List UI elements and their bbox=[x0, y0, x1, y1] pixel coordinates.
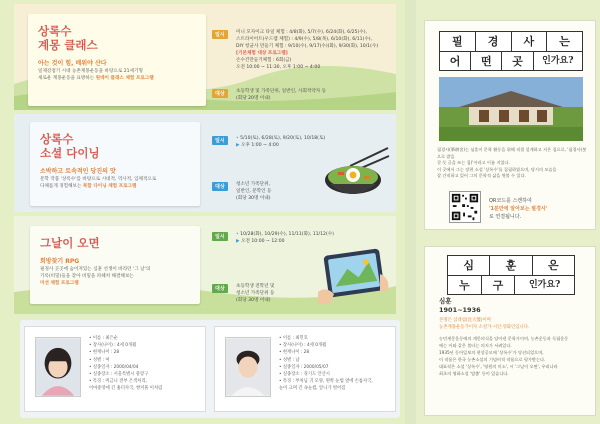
poster-line: • 성별 : 여 bbox=[89, 357, 110, 363]
poster-line: • 실종장소 : 서울특별시 중랑구 bbox=[89, 372, 149, 378]
child-photo bbox=[225, 337, 271, 397]
rpg-desc bbox=[40, 266, 198, 287]
poster-line: • 현재나이 : 28 bbox=[279, 350, 310, 356]
poster-line: • 이름 : 최은순 bbox=[89, 336, 118, 341]
dining-schedule-line1 bbox=[236, 135, 325, 142]
class-target-line1: 초등학생 및 가족단위, 일반인, 사회적약자 등 bbox=[236, 89, 327, 94]
qr-caption bbox=[489, 197, 583, 221]
class-schedule-tag: 일시 bbox=[212, 30, 228, 39]
simhun-card bbox=[424, 246, 596, 416]
dining-schedule-time: 오후 1:00 ~ 4:00 bbox=[241, 143, 279, 148]
poster-line: • 장사(나이) : 4세 0개월 bbox=[279, 343, 327, 349]
bullet-icon: • bbox=[236, 136, 241, 141]
simhun-body-line: 1935년 동아일보의 현상공모에 '상록수'가 당선되었으며, bbox=[439, 350, 544, 355]
dining-desc bbox=[40, 176, 198, 190]
rpg-target-line3: (회당 30명 이내) bbox=[236, 298, 271, 303]
poster-line: • 성별 : 남 bbox=[279, 357, 300, 363]
dining-title-line1: 상록수 bbox=[40, 132, 74, 146]
missing-child-section bbox=[20, 320, 400, 418]
qr-caption-line1: QR코드를 스캔하여 bbox=[489, 198, 532, 204]
pilgyeongsa-body-line: 갈 듯 글을 쓰는 집)'이라고 이름 지었다. bbox=[437, 160, 510, 166]
missing-poster bbox=[214, 326, 396, 412]
dining-desc-line1: 문학 작품 '상록수'를 바탕으로 시대적, 역사적, 입체적으로 bbox=[40, 177, 157, 182]
bullet-icon: • bbox=[236, 232, 241, 237]
simhun-title-grid bbox=[447, 255, 575, 295]
rpg-target-line1: 초등학생 전학년 및 bbox=[236, 284, 275, 289]
qr-caption-line3: 로 연결됩니다. bbox=[489, 214, 522, 220]
class-subtitle: 아는 것이 힘, 배워야 산다 bbox=[38, 60, 107, 67]
dining-schedule-line2 bbox=[236, 142, 325, 149]
pilgyeongsa-body-line: 이 곳에서 그는 장편 소설 '상록수'를 집필하였으며, 당시의 모습을 bbox=[437, 166, 557, 172]
rpg-schedule-line1 bbox=[236, 231, 334, 238]
poster-line: 눈이 크며 긴 속눈썹, 앞니가 벌어짐 bbox=[279, 386, 346, 392]
bibimbap-bowl-icon bbox=[320, 146, 390, 210]
title-grid-cell: 심 bbox=[463, 259, 474, 272]
simhun-name: 심훈 bbox=[439, 297, 452, 305]
poster-line: • 실종일자 : 2000/04/04 bbox=[89, 364, 139, 370]
poster-line: • 장사(나이) : 4세 0개월 bbox=[89, 343, 137, 349]
pilgyeongsa-house-photo bbox=[439, 77, 583, 141]
child-photo bbox=[35, 337, 81, 397]
poster-line: • 현재나이 : 28 bbox=[89, 350, 120, 356]
class-schedule-note: [기본체험 대상 프로그램] bbox=[236, 51, 288, 56]
dining-schedule-tag: 일시 bbox=[212, 136, 228, 145]
simhun-body-line: 이 작품은 한국 농촌소설의 기념비적 작품으로 평가받는다. bbox=[439, 357, 546, 362]
dining-card bbox=[30, 122, 200, 206]
class-card bbox=[28, 14, 206, 106]
dining-target-line2: 일반인, 문학인 등 bbox=[236, 189, 272, 194]
title-grid-cell: 은 bbox=[532, 256, 574, 275]
title-grid-row bbox=[440, 32, 582, 51]
rpg-schedule bbox=[236, 231, 334, 245]
simhun-body bbox=[439, 335, 589, 377]
class-schedule-extra-line1: 손수건만들기체험 : 6회(금) bbox=[236, 58, 292, 63]
title-grid-cell: 훈 bbox=[489, 256, 531, 275]
poster-line: • 특징 : 머금니 전부 은색처리, bbox=[89, 379, 147, 385]
simhun-body-line: 에는 이와 같은 불타는 의지가 서려있다. bbox=[439, 343, 512, 348]
class-schedule bbox=[236, 29, 396, 71]
rpg-schedule-tag: 일시 bbox=[212, 232, 228, 241]
tablet-game-icon bbox=[318, 246, 392, 306]
title-grid-row bbox=[448, 256, 574, 275]
rpg-card bbox=[30, 226, 200, 304]
poster-line: 이마중앙에 긴 흉터자국, 쌍커풀 이처럼 bbox=[89, 386, 163, 392]
pilgyeongsa-title-grid bbox=[439, 31, 583, 71]
missing-poster-text bbox=[89, 335, 201, 393]
title-grid-cell: 누 bbox=[458, 279, 470, 292]
poster-line: • 실종장소 : 경기도 안산시 bbox=[279, 372, 330, 378]
dining-target-tag: 대상 bbox=[212, 182, 228, 191]
dining-target-line3: (회당 30명 이내) bbox=[236, 196, 271, 201]
class-desc-line2 bbox=[38, 75, 196, 82]
class-schedule-item: 미니 모자이크 타일 체험 : 4/8(화), 5/7(수), 6/24(화), 6/25(수), bbox=[236, 30, 367, 35]
simhun-sub-line1: 본명은 심대섭(沈大燮)이며 bbox=[439, 318, 491, 323]
rpg-desc-highlight: 미션 체험 프로그램 bbox=[40, 281, 79, 286]
rpg-subtitle: 회방찾기 RPG bbox=[40, 258, 80, 265]
title-grid-cell: 떤 bbox=[470, 52, 501, 70]
pilgyeongsa-body-line: 잘 간직하고 있어 그의 문학적 삶을 엿볼 수 있다. bbox=[437, 173, 526, 179]
dining-schedule bbox=[236, 135, 325, 149]
poster-line: • 특징 : 부처님 귀 모양, 왼쪽 눈썹 옆에 손톱자국, bbox=[279, 379, 373, 385]
simhun-name-block bbox=[439, 297, 481, 315]
class-desc-line1: 일제강점기 시대 농촌계몽운동을 바탕으로 21세기형 bbox=[38, 69, 143, 74]
dining-schedule-dates: 5/10(토), 6/28(토), 9/20(토), 10/18(토) bbox=[240, 136, 326, 141]
simhun-body-line: 농민계몽운동에의 계몽의식을 담아낸 문학가이며, 농촌운동과 독립운동 bbox=[439, 336, 569, 341]
rpg-target-line2: 청소년 가족단위 등 bbox=[236, 291, 275, 296]
dining-desc-line2 bbox=[40, 183, 198, 190]
class-title-line1: 상록수 bbox=[38, 24, 72, 38]
bullet-icon: ▶ bbox=[236, 143, 241, 148]
class-target bbox=[236, 88, 326, 102]
poster-line: • 이름 : 최민호 bbox=[279, 336, 308, 341]
rpg-target-tag: 대상 bbox=[212, 284, 228, 293]
class-schedule-item: 스트라이어트(우드랩 체험) : 4/9(수), 5/8(목), 6/10(화), 6/11(수), bbox=[236, 37, 373, 42]
qr-code-icon[interactable] bbox=[449, 191, 481, 223]
rpg-desc-line2: 기록(비밀)들을 찾아 비밀을 파헤쳐 해결해보는 bbox=[40, 274, 134, 279]
simhun-body-line: 대표작은 소설 '상록수', '영원의 미소', 시 '그날이 오면', 우리나라 bbox=[439, 364, 558, 369]
dining-desc-highlight: 복합 다이닝 체험 프로그램 bbox=[82, 184, 137, 189]
pilgyeongsa-body bbox=[437, 147, 587, 180]
simhun-body-line: 최초의 영화소설 '탈춤' 등이 있습니다. bbox=[439, 371, 509, 376]
dining-subtitle: 소박하고 토속적인 당진의 맛 bbox=[40, 168, 116, 175]
class-title-line2: 계몽 클래스 bbox=[38, 38, 98, 52]
title-grid-row bbox=[448, 275, 574, 294]
title-grid-cell: 구 bbox=[481, 276, 515, 294]
simhun-years: 1901~1936 bbox=[439, 306, 481, 314]
title-grid-cell: 인가요? bbox=[514, 276, 574, 294]
class-target-tag: 대상 bbox=[212, 89, 228, 98]
title-grid-cell: 곳 bbox=[501, 52, 532, 70]
bullet-icon: ▶ bbox=[236, 239, 241, 244]
title-grid-cell: 경 bbox=[475, 32, 511, 51]
class-target-line2: (회당 20명 이내) bbox=[236, 96, 271, 101]
simhun-subtitle bbox=[439, 317, 589, 331]
pilgyeongsa-body-line: 필경사(筆耕舍)는 심훈이 문학 활동을 위해 직접 설계하고 지은 집으로, '필경사(붓으로 밭을 bbox=[437, 147, 587, 159]
class-desc-line2-plain: 새로운 계몽운동을 표방하는 bbox=[38, 76, 96, 81]
class-desc bbox=[38, 68, 196, 82]
missing-poster bbox=[24, 326, 206, 412]
rpg-desc-line1: 필경사 곳곳에 숨어져있는 심훈 선생이 바라던 '그 날'의 bbox=[40, 267, 151, 272]
rpg-schedule-dates: 10/28(화), 10/29(수), 11/11(화), 11/12(수) bbox=[240, 232, 334, 237]
right-panel bbox=[416, 0, 600, 424]
rpg-schedule-line2 bbox=[236, 238, 334, 245]
class-schedule-extra-line2: 오전 10:00 ~ 11:30, 오후 1:00 ~ 4:00 bbox=[236, 65, 321, 70]
rpg-target bbox=[236, 283, 274, 304]
title-grid-cell: 필 bbox=[452, 35, 463, 48]
poster-line: • 실종일자 : 2000/05/07 bbox=[279, 364, 329, 370]
dining-target-line1: 청소년 가족단위, bbox=[236, 182, 270, 187]
title-grid-cell: 사 bbox=[511, 32, 547, 51]
class-schedule-item: DIY 항균사 만들기 체험 : 9/10(수), 9/17(수)(화), 9/30(화), 10/1(수) bbox=[236, 44, 379, 49]
qr-caption-link[interactable]: '1분만에 알아보는 필경사' bbox=[489, 206, 548, 212]
title-grid-cell: 어 bbox=[449, 55, 461, 68]
dining-target bbox=[236, 181, 271, 202]
class-desc-highlight: 원데이 클래스 체험 프로그램 bbox=[95, 76, 154, 81]
title-grid-row bbox=[440, 51, 582, 70]
title-grid-cell: 는 bbox=[546, 32, 582, 51]
rpg-title: 그날이 오면 bbox=[40, 236, 100, 250]
rpg-schedule-time: 오전 10:00 ~ 12:00 bbox=[241, 239, 285, 244]
pilgyeongsa-card bbox=[424, 20, 596, 230]
dining-desc-line2-plain: 다채롭게 경험해보는 bbox=[40, 184, 83, 189]
title-grid-cell: 인가요? bbox=[533, 52, 582, 70]
simhun-sub-line2: 농촌계몽운동가이자 소설가·시인·영화인입니다. bbox=[439, 325, 530, 330]
dining-title-line2: 소셜 다이닝 bbox=[40, 146, 100, 160]
missing-poster-text bbox=[279, 335, 391, 393]
